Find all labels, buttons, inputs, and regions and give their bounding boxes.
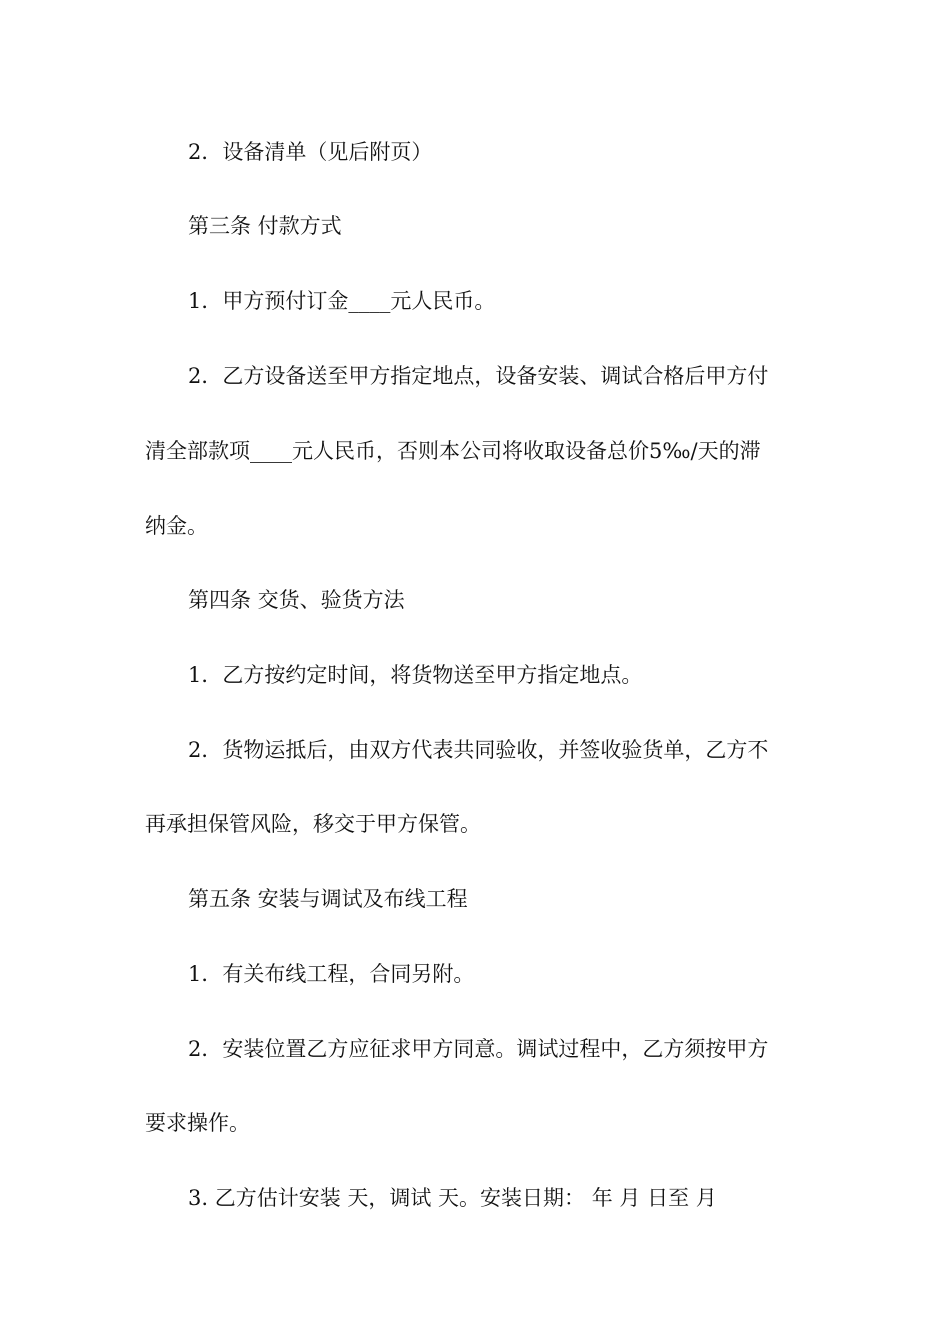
installation-item-1: 1．有关布线工程，合同另附。 — [188, 962, 475, 986]
article-4-heading: 第四条 交货、验货方法 — [188, 588, 405, 612]
delivery-item-2-line-2: 再承担保管风险，移交于甲方保管。 — [145, 812, 481, 836]
installation-item-2-line-1: 2．安装位置乙方应征求甲方同意。调试过程中，乙方须按甲方 — [188, 1037, 769, 1061]
delivery-item-2-line-1: 2．货物运抵后，由双方代表共同验收，并签收验货单，乙方不 — [188, 738, 769, 762]
payment-item-2-line-2: 清全部款项____元人民币，否则本公司将收取设备总价5‰/天的滞 — [145, 439, 761, 463]
payment-item-1: 1．甲方预付订金____元人民币。 — [188, 289, 496, 313]
payment-item-2-line-3: 纳金。 — [145, 514, 208, 538]
article-3-heading: 第三条 付款方式 — [188, 214, 342, 238]
article-5-heading: 第五条 安装与调试及布线工程 — [188, 887, 468, 911]
payment-item-2-line-1: 2．乙方设备送至甲方指定地点，设备安装、调试合格后甲方付 — [188, 364, 769, 388]
installation-item-2-line-2: 要求操作。 — [145, 1111, 250, 1135]
delivery-item-1: 1．乙方按约定时间，将货物送至甲方指定地点。 — [188, 663, 643, 687]
equipment-list-item: 2．设备清单（见后附页） — [188, 140, 433, 164]
installation-item-3: 3. 乙方估计安装 天，调试 天。安装日期： 年 月 日至 月 — [188, 1186, 717, 1210]
